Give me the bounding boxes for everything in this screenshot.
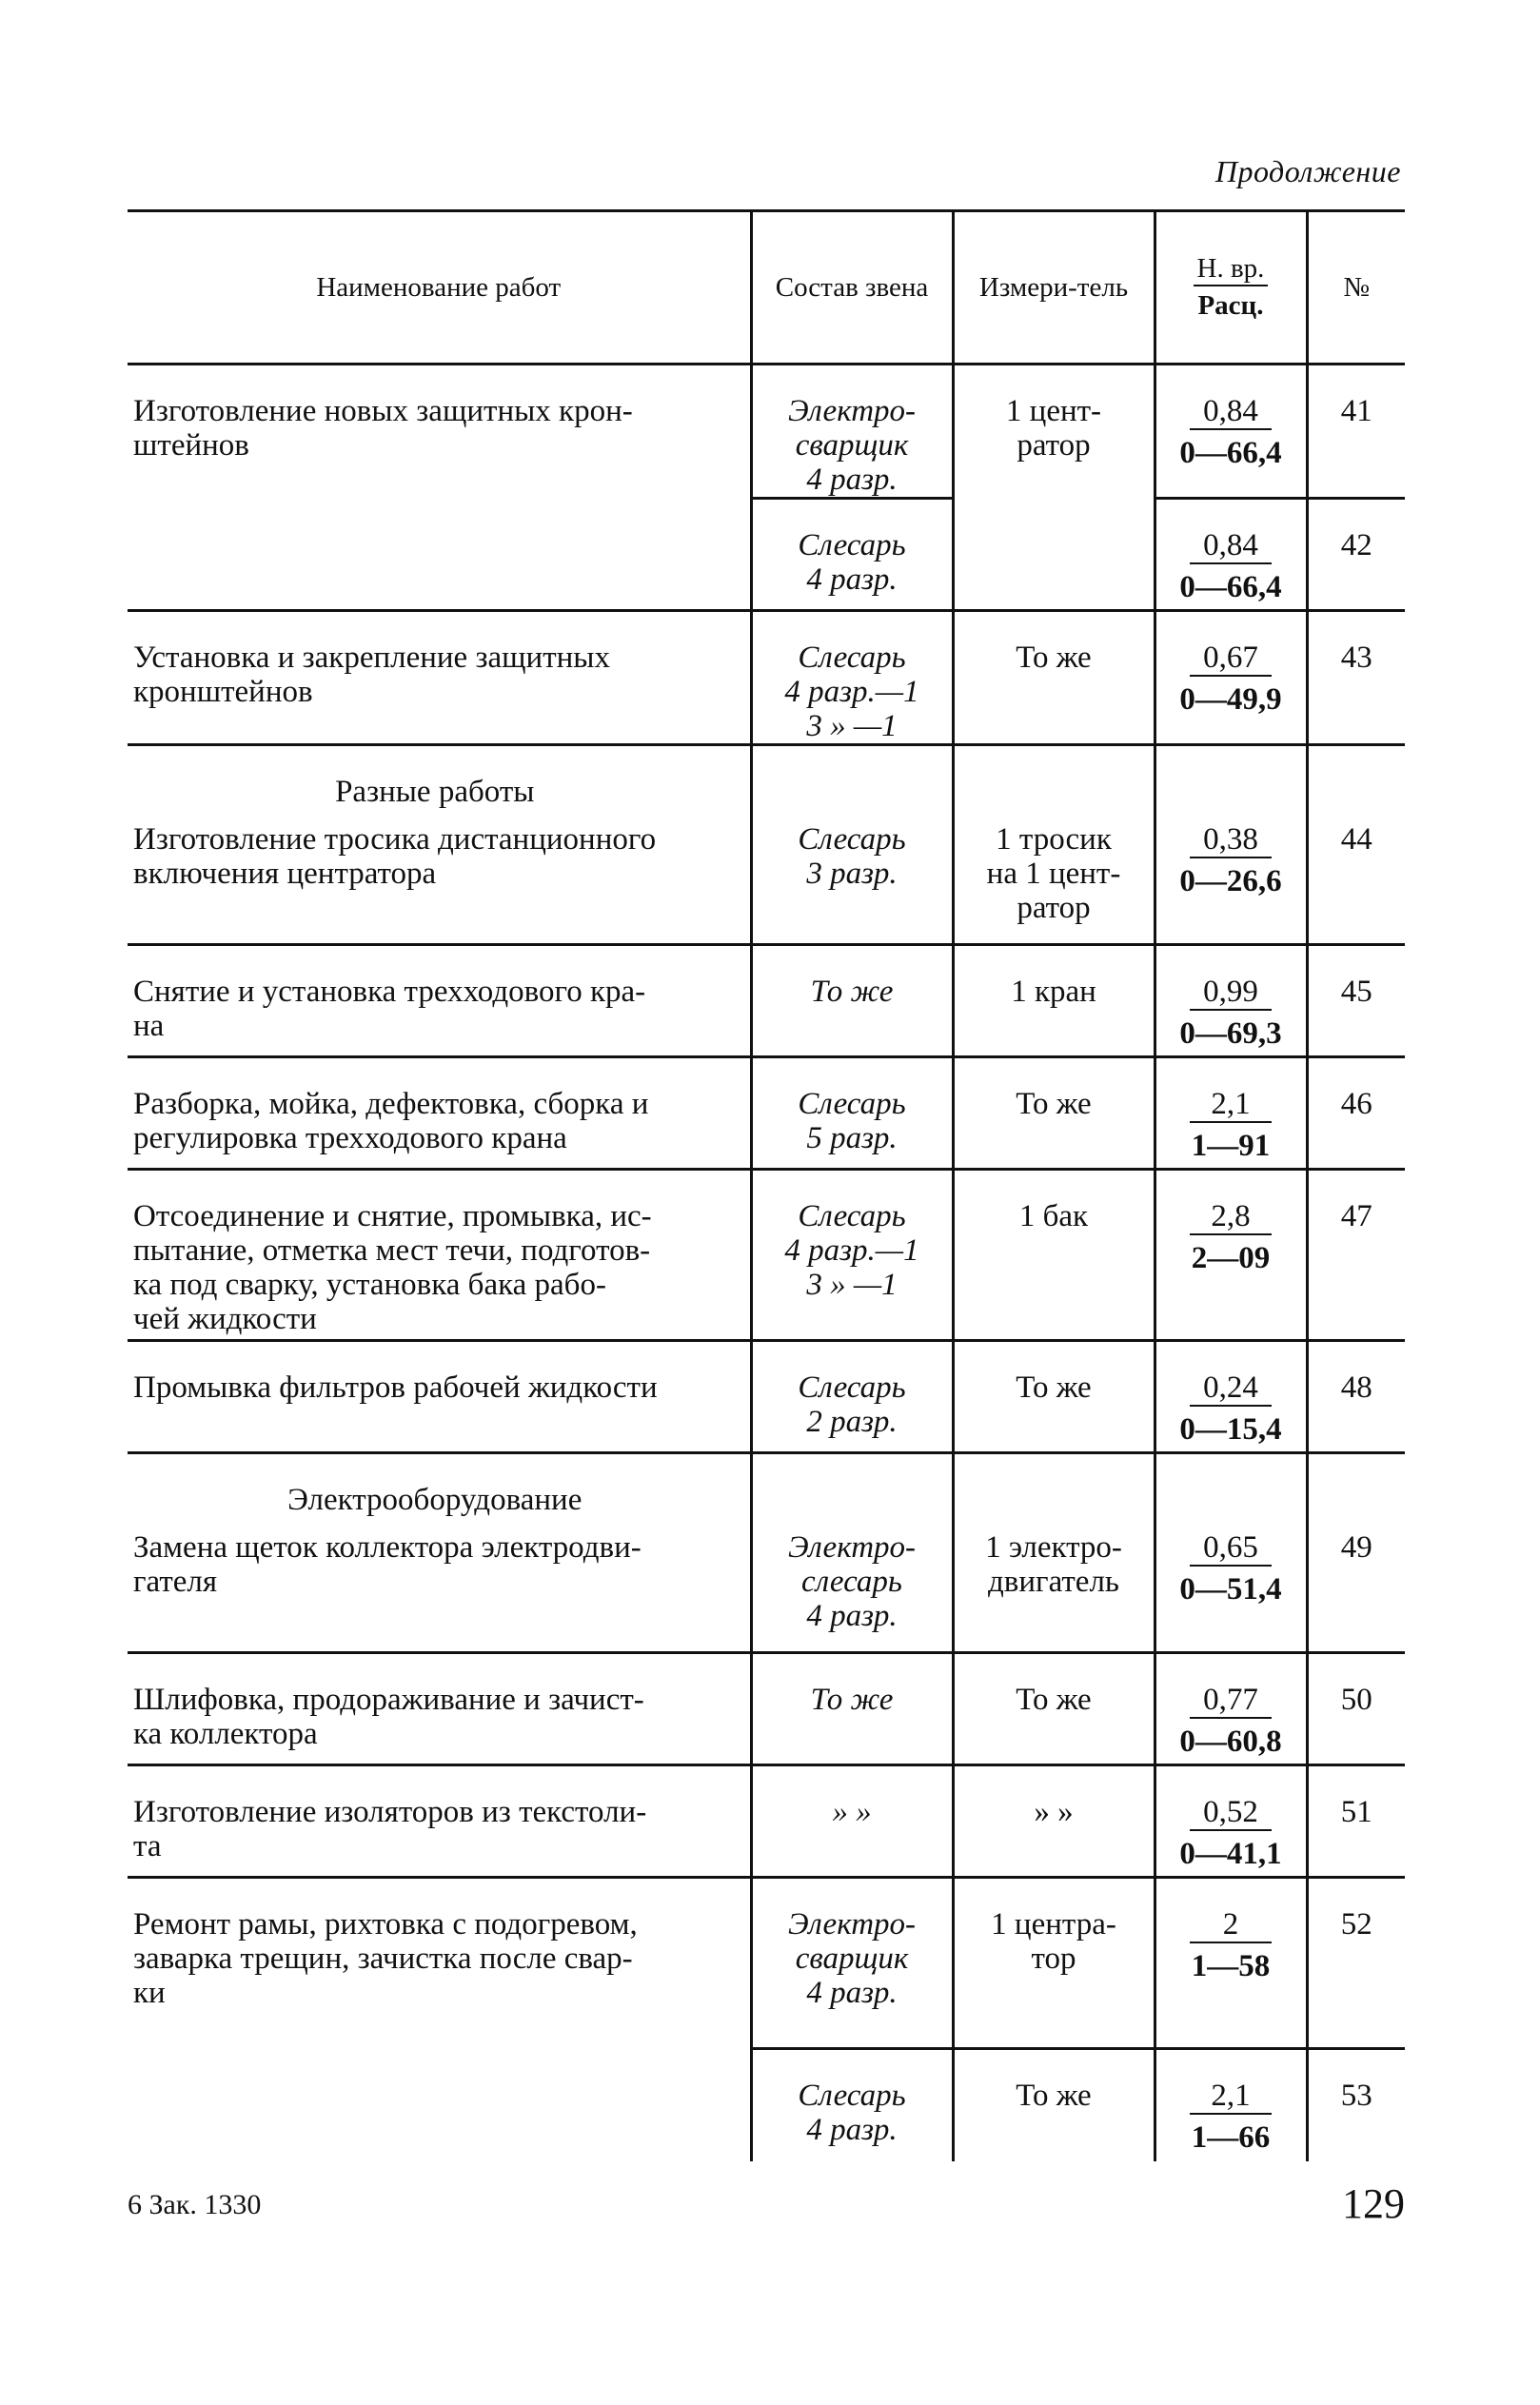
measure-line: ратор xyxy=(1017,428,1091,463)
cell-crew xyxy=(751,945,953,1057)
cell-number: 41 xyxy=(1307,365,1405,499)
cell-norm xyxy=(1155,1653,1307,1765)
cell-norm xyxy=(1155,2049,1307,2161)
norm-time: 2,8 xyxy=(1190,1199,1272,1235)
norm-time: 0,84 xyxy=(1190,394,1272,430)
norm-time: 2,1 xyxy=(1190,1087,1272,1123)
measure-line: То же xyxy=(1016,1370,1092,1405)
cell-crew xyxy=(751,1453,953,1653)
norms-table xyxy=(128,209,1405,2161)
continuation-label: Продолжение xyxy=(1214,154,1401,188)
cell-number: 45 xyxy=(1307,945,1405,1057)
table-row xyxy=(128,1878,1405,2049)
norm-time: 0,99 xyxy=(1190,975,1272,1011)
norm-rate: 0—49,9 xyxy=(1179,682,1282,717)
cell-work-name xyxy=(128,1057,751,1170)
cell-crew xyxy=(751,1878,953,2049)
crew-line: 2 разр. xyxy=(806,1405,898,1439)
crew-line: Электро- xyxy=(787,1907,917,1942)
cell-number: 50 xyxy=(1307,1653,1405,1765)
norm-time: 2 xyxy=(1190,1907,1272,1943)
cell-norm xyxy=(1155,1057,1307,1170)
work-name-line: Замена щеток коллектора электродви- xyxy=(133,1530,642,1565)
crew-line: сварщик xyxy=(795,428,909,463)
crew-line: 4 разр. xyxy=(806,463,898,497)
norm-time: 2,1 xyxy=(1190,2079,1272,2115)
cell-work-name xyxy=(128,611,751,745)
cell-work-name xyxy=(128,1878,751,2049)
norm-time: 0,52 xyxy=(1190,1795,1272,1831)
crew-line: 4 разр.—1 xyxy=(784,1233,919,1268)
work-name-line: Разборка, мойка, дефектовка, сборка и xyxy=(133,1087,649,1121)
table-row xyxy=(128,1170,1405,1341)
crew-line: 4 разр. xyxy=(806,2113,898,2147)
crew-line: 5 разр. xyxy=(806,1121,898,1155)
measure-line: 1 тросик xyxy=(996,822,1112,857)
measure-line: То же xyxy=(1016,1683,1092,1717)
cell-number: 47 xyxy=(1307,1170,1405,1341)
measure-line: двигатель xyxy=(988,1565,1119,1599)
table-row xyxy=(128,1765,1405,1878)
measure-line: 1 цент- xyxy=(1005,394,1102,428)
crew-line: 4 разр. xyxy=(806,1976,898,2010)
cell-number: 51 xyxy=(1307,1765,1405,1878)
header-norm xyxy=(1155,211,1307,365)
crew-line: 3 » —1 xyxy=(806,709,898,743)
measure-line: » » xyxy=(1034,1795,1074,1829)
cell-norm xyxy=(1155,945,1307,1057)
cell-measure xyxy=(953,1170,1155,1341)
measure-line: на 1 цент- xyxy=(986,857,1121,891)
cell-measure xyxy=(953,745,1155,945)
cell-work-name xyxy=(128,1341,751,1453)
norm-rate: 1—58 xyxy=(1191,1949,1271,1983)
work-name-line: пытание, отметка мест течи, подготов- xyxy=(133,1233,651,1268)
crew-line: Слесарь xyxy=(798,641,906,675)
table-header xyxy=(128,211,1405,365)
crew-line: Слесарь xyxy=(798,1087,906,1121)
norm-rate: 0—66,4 xyxy=(1179,436,1282,470)
work-name-line: Отсоединение и снятие, промывка, ис- xyxy=(133,1199,652,1233)
cell-number: 43 xyxy=(1307,611,1405,745)
cell-crew xyxy=(751,2049,953,2161)
norm-rate: 1—91 xyxy=(1191,1129,1271,1163)
norm-rate: 0—60,8 xyxy=(1179,1725,1282,1759)
cell-number: 52 xyxy=(1307,1878,1405,2049)
measure-line: 1 кран xyxy=(1011,975,1096,1009)
measure-line: ратор xyxy=(1017,891,1091,925)
measure-line: То же xyxy=(1016,641,1092,675)
norm-time: 0,84 xyxy=(1190,528,1272,564)
cell-crew xyxy=(751,365,953,499)
measure-line: То же xyxy=(1016,2079,1092,2113)
work-name-line: ки xyxy=(133,1976,166,2010)
norm-rate: 0—26,6 xyxy=(1179,864,1282,898)
cell-work-name xyxy=(128,365,751,499)
cell-number: 49 xyxy=(1307,1453,1405,1653)
cell-norm xyxy=(1155,499,1307,611)
section-heading: Разные работы xyxy=(335,775,535,809)
norm-rate: 0—51,4 xyxy=(1179,1572,1282,1607)
crew-line: 4 разр.—1 xyxy=(784,675,919,709)
table-row xyxy=(128,2049,1405,2161)
cell-number: 53 xyxy=(1307,2049,1405,2161)
cell-work-name xyxy=(128,745,751,945)
cell-crew xyxy=(751,1765,953,1878)
norm-time: 0,65 xyxy=(1190,1530,1272,1567)
footer-order: 6 Зак. 1330 xyxy=(128,2189,262,2220)
crew-line: 3 » —1 xyxy=(806,1268,898,1302)
work-name-line: Снятие и установка трехходового кра- xyxy=(133,975,646,1009)
work-name-line: регулировка трехходового крана xyxy=(133,1121,567,1155)
measure-line: 1 электро- xyxy=(985,1530,1122,1565)
cell-work-name xyxy=(128,1765,751,1878)
header-norm-rate: Расц. xyxy=(1197,290,1264,321)
cell-norm xyxy=(1155,365,1307,499)
table-row xyxy=(128,365,1405,499)
cell-work-name xyxy=(128,499,751,611)
work-name-line: Изготовление новых защитных крон- xyxy=(133,394,633,428)
work-name-line: на xyxy=(133,1009,165,1043)
cell-norm xyxy=(1155,611,1307,745)
norm-time: 0,77 xyxy=(1190,1683,1272,1719)
cell-norm xyxy=(1155,745,1307,945)
crew-line: 3 разр. xyxy=(806,857,898,891)
crew-line: Слесарь xyxy=(798,528,906,562)
table-body xyxy=(128,365,1405,2161)
cell-measure xyxy=(953,499,1155,611)
crew-line: Слесарь xyxy=(798,2079,906,2113)
table-row xyxy=(128,1653,1405,1765)
cell-crew xyxy=(751,1341,953,1453)
page-number: 129 xyxy=(1342,2180,1405,2227)
cell-crew xyxy=(751,1170,953,1341)
work-name-line: гателя xyxy=(133,1565,218,1599)
table-row xyxy=(128,1057,1405,1170)
table-row xyxy=(128,611,1405,745)
section-heading: Электрооборудование xyxy=(287,1483,582,1517)
crew-line: сварщик xyxy=(795,1942,909,1976)
header-meas: Измери-тель xyxy=(953,211,1155,365)
cell-number: 46 xyxy=(1307,1057,1405,1170)
crew-line: То же xyxy=(810,1683,894,1717)
cell-work-name xyxy=(128,945,751,1057)
work-name-line: ка под сварку, установка бака рабо- xyxy=(133,1268,606,1302)
work-name-line: Ремонт рамы, рихтовка с подогревом, xyxy=(133,1907,638,1942)
work-name-line: Изготовление изоляторов из текстоли- xyxy=(133,1795,647,1829)
norm-rate: 2—09 xyxy=(1191,1241,1271,1275)
cell-norm xyxy=(1155,1765,1307,1878)
cell-measure xyxy=(953,1341,1155,1453)
cell-crew xyxy=(751,1653,953,1765)
cell-norm xyxy=(1155,1453,1307,1653)
measure-line: 1 центра- xyxy=(991,1907,1116,1942)
measure-line: 1 бак xyxy=(1018,1199,1089,1233)
cell-norm xyxy=(1155,1170,1307,1341)
cell-work-name xyxy=(128,1453,751,1653)
cell-measure xyxy=(953,1878,1155,2049)
work-name-line: ка коллектора xyxy=(133,1717,318,1751)
crew-line: Слесарь xyxy=(798,822,906,857)
cell-work-name xyxy=(128,1170,751,1341)
crew-line: » » xyxy=(832,1795,872,1829)
cell-measure xyxy=(953,1057,1155,1170)
cell-measure xyxy=(953,1653,1155,1765)
work-name-line: включения центратора xyxy=(133,857,437,891)
header-norm-time: Н. вр. xyxy=(1194,253,1269,286)
header-name: Наименование работ xyxy=(128,211,751,365)
table-row xyxy=(128,1341,1405,1453)
work-name-line: заварка трещин, зачистка после свар- xyxy=(133,1942,633,1976)
cell-measure xyxy=(953,611,1155,745)
work-name-line: чей жидкости xyxy=(133,1302,317,1336)
work-name-line: та xyxy=(133,1829,162,1863)
cell-measure xyxy=(953,1453,1155,1653)
norm-time: 0,24 xyxy=(1190,1370,1272,1407)
norm-rate: 0—66,4 xyxy=(1179,570,1282,604)
work-name-line: Шлифовка, продораживание и зачист- xyxy=(133,1683,644,1717)
norm-time: 0,67 xyxy=(1190,641,1272,677)
cell-measure xyxy=(953,365,1155,499)
cell-measure xyxy=(953,1765,1155,1878)
crew-line: То же xyxy=(810,975,894,1009)
crew-line: Электро- xyxy=(787,1530,917,1565)
crew-line: Слесарь xyxy=(798,1370,906,1405)
cell-measure xyxy=(953,945,1155,1057)
header-num: № xyxy=(1307,211,1405,365)
cell-work-name xyxy=(128,1653,751,1765)
cell-norm xyxy=(1155,1878,1307,2049)
cell-crew xyxy=(751,499,953,611)
crew-line: 4 разр. xyxy=(806,1599,898,1633)
cell-crew xyxy=(751,745,953,945)
cell-crew xyxy=(751,1057,953,1170)
work-name-line: кронштейнов xyxy=(133,675,313,709)
measure-line: тор xyxy=(1031,1942,1076,1976)
cell-work-name xyxy=(128,2049,751,2161)
work-name-line: Установка и закрепление защитных xyxy=(133,641,610,675)
table-row xyxy=(128,745,1405,945)
table-row xyxy=(128,1453,1405,1653)
norm-rate: 0—69,3 xyxy=(1179,1016,1282,1051)
work-name-line: штейнов xyxy=(133,428,249,463)
cell-number: 48 xyxy=(1307,1341,1405,1453)
cell-norm xyxy=(1155,1341,1307,1453)
cell-number: 44 xyxy=(1307,745,1405,945)
norm-rate: 0—41,1 xyxy=(1179,1837,1282,1871)
measure-line: То же xyxy=(1016,1087,1092,1121)
table-row xyxy=(128,499,1405,611)
cell-crew xyxy=(751,611,953,745)
cell-number: 42 xyxy=(1307,499,1405,611)
crew-line: Электро- xyxy=(787,394,917,428)
header-crew: Состав звена xyxy=(751,211,953,365)
table-row xyxy=(128,945,1405,1057)
cell-measure xyxy=(953,2049,1155,2161)
crew-line: 4 разр. xyxy=(806,562,898,597)
norm-time: 0,38 xyxy=(1190,822,1272,858)
crew-line: слесарь xyxy=(801,1565,902,1599)
work-name-line: Промывка фильтров рабочей жидкости xyxy=(133,1370,658,1405)
norm-rate: 0—15,4 xyxy=(1179,1412,1282,1447)
norm-rate: 1—66 xyxy=(1191,2120,1271,2155)
work-name-line: Изготовление тросика дистанционного xyxy=(133,822,657,857)
crew-line: Слесарь xyxy=(798,1199,906,1233)
